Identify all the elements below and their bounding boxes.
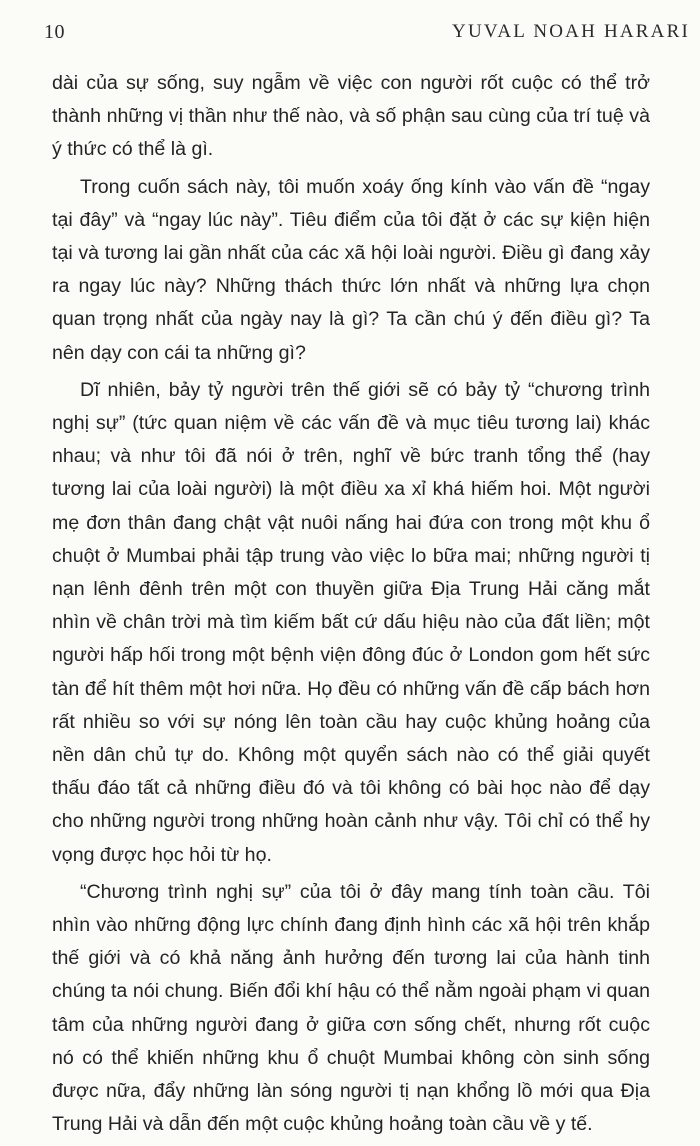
page-header: [44, 21, 690, 51]
paragraph: “Chương trình nghị sự” của tôi ở đây mang tính toàn cầu. Tôi nhìn vào những động lực chính đang định hình các xã hội trên khắp thế giới và có khả năng ảnh hưởng đến tương lai của hành tinh chúng ta nói chung. Biến đổi khí hậu có thể nằm ngoài phạm vi quan tâm của những người đang ở giữa cơn sống chết, nhưng rốt cuộc nó có thể khiến những khu ổ chuột Mumbai không còn sinh sống được nữa, đẩy những làn sóng người tị nạn khổng lồ mới qua Địa Trung Hải và dẫn đến một cuộc khủng hoảng toàn cầu về y tế.: [52, 880, 650, 1136]
paragraph: dài của sự sống, suy ngẫm về việc con người rốt cuộc có thể trở thành những vị thần như thế nào, và số phận sau cùng của trí tuệ và ý thức có thể là gì.: [52, 72, 650, 161]
paragraph: Dĩ nhiên, bảy tỷ người trên thế giới sẽ có bảy tỷ “chương trình nghị sự” (tức quan niệm về các vấn đề và mục tiêu tương lai) khác nhau; và như tôi đã nói ở trên, nghĩ về bức tranh tổng thể (hay tương lai của loài người) là một điều xa xỉ khá hiếm hoi. Một người mẹ đơn thân đang chật vật nuôi nấng hai đứa con trong một khu ổ chuột ở Mumbai phải tập trung vào việc lo bữa mai; những người tị nạn lênh đênh trên một con thuyền giữa Địa Trung Hải căng mắt nhìn về chân trời mà tìm kiếm bất cứ dấu hiệu nào của đất liền; một người hấp hối trong một bệnh viện đông đúc ở London gom hết sức tàn để hít thêm một hơi nữa. Họ đều có những vấn đề cấp bách hơn rất nhiều so với sự nóng lên toàn cầu hay cuộc khủng hoảng của nền dân chủ tự do. Không một quyển sách nào có thể giải quyết thấu đáo tất cả những điều đó và tôi không có bài học nào để dạy cho những người trong những hoàn cảnh như vậy. Tôi chỉ có thể hy vọng được học hỏi từ họ.: [52, 378, 650, 866]
body-text: [52, 67, 650, 1146]
page-number: 10: [44, 21, 65, 43]
running-head: YUVAL NOAH HARARI: [452, 21, 690, 42]
paragraph: Trong cuốn sách này, tôi muốn xoáy ống kính vào vấn đề “ngay tại đây” và “ngay lúc này”. Tiêu điểm của tôi đặt ở các sự kiện hiện tại và tương lai gần nhất của các xã hội loài người. Điều gì đang xảy ra ngay lúc này? Những thách thức lớn nhất và những lựa chọn quan trọng nhất của ngày nay là gì? Ta cần chú ý đến điều gì? Ta nên dạy con cái ta những gì?: [52, 175, 650, 364]
